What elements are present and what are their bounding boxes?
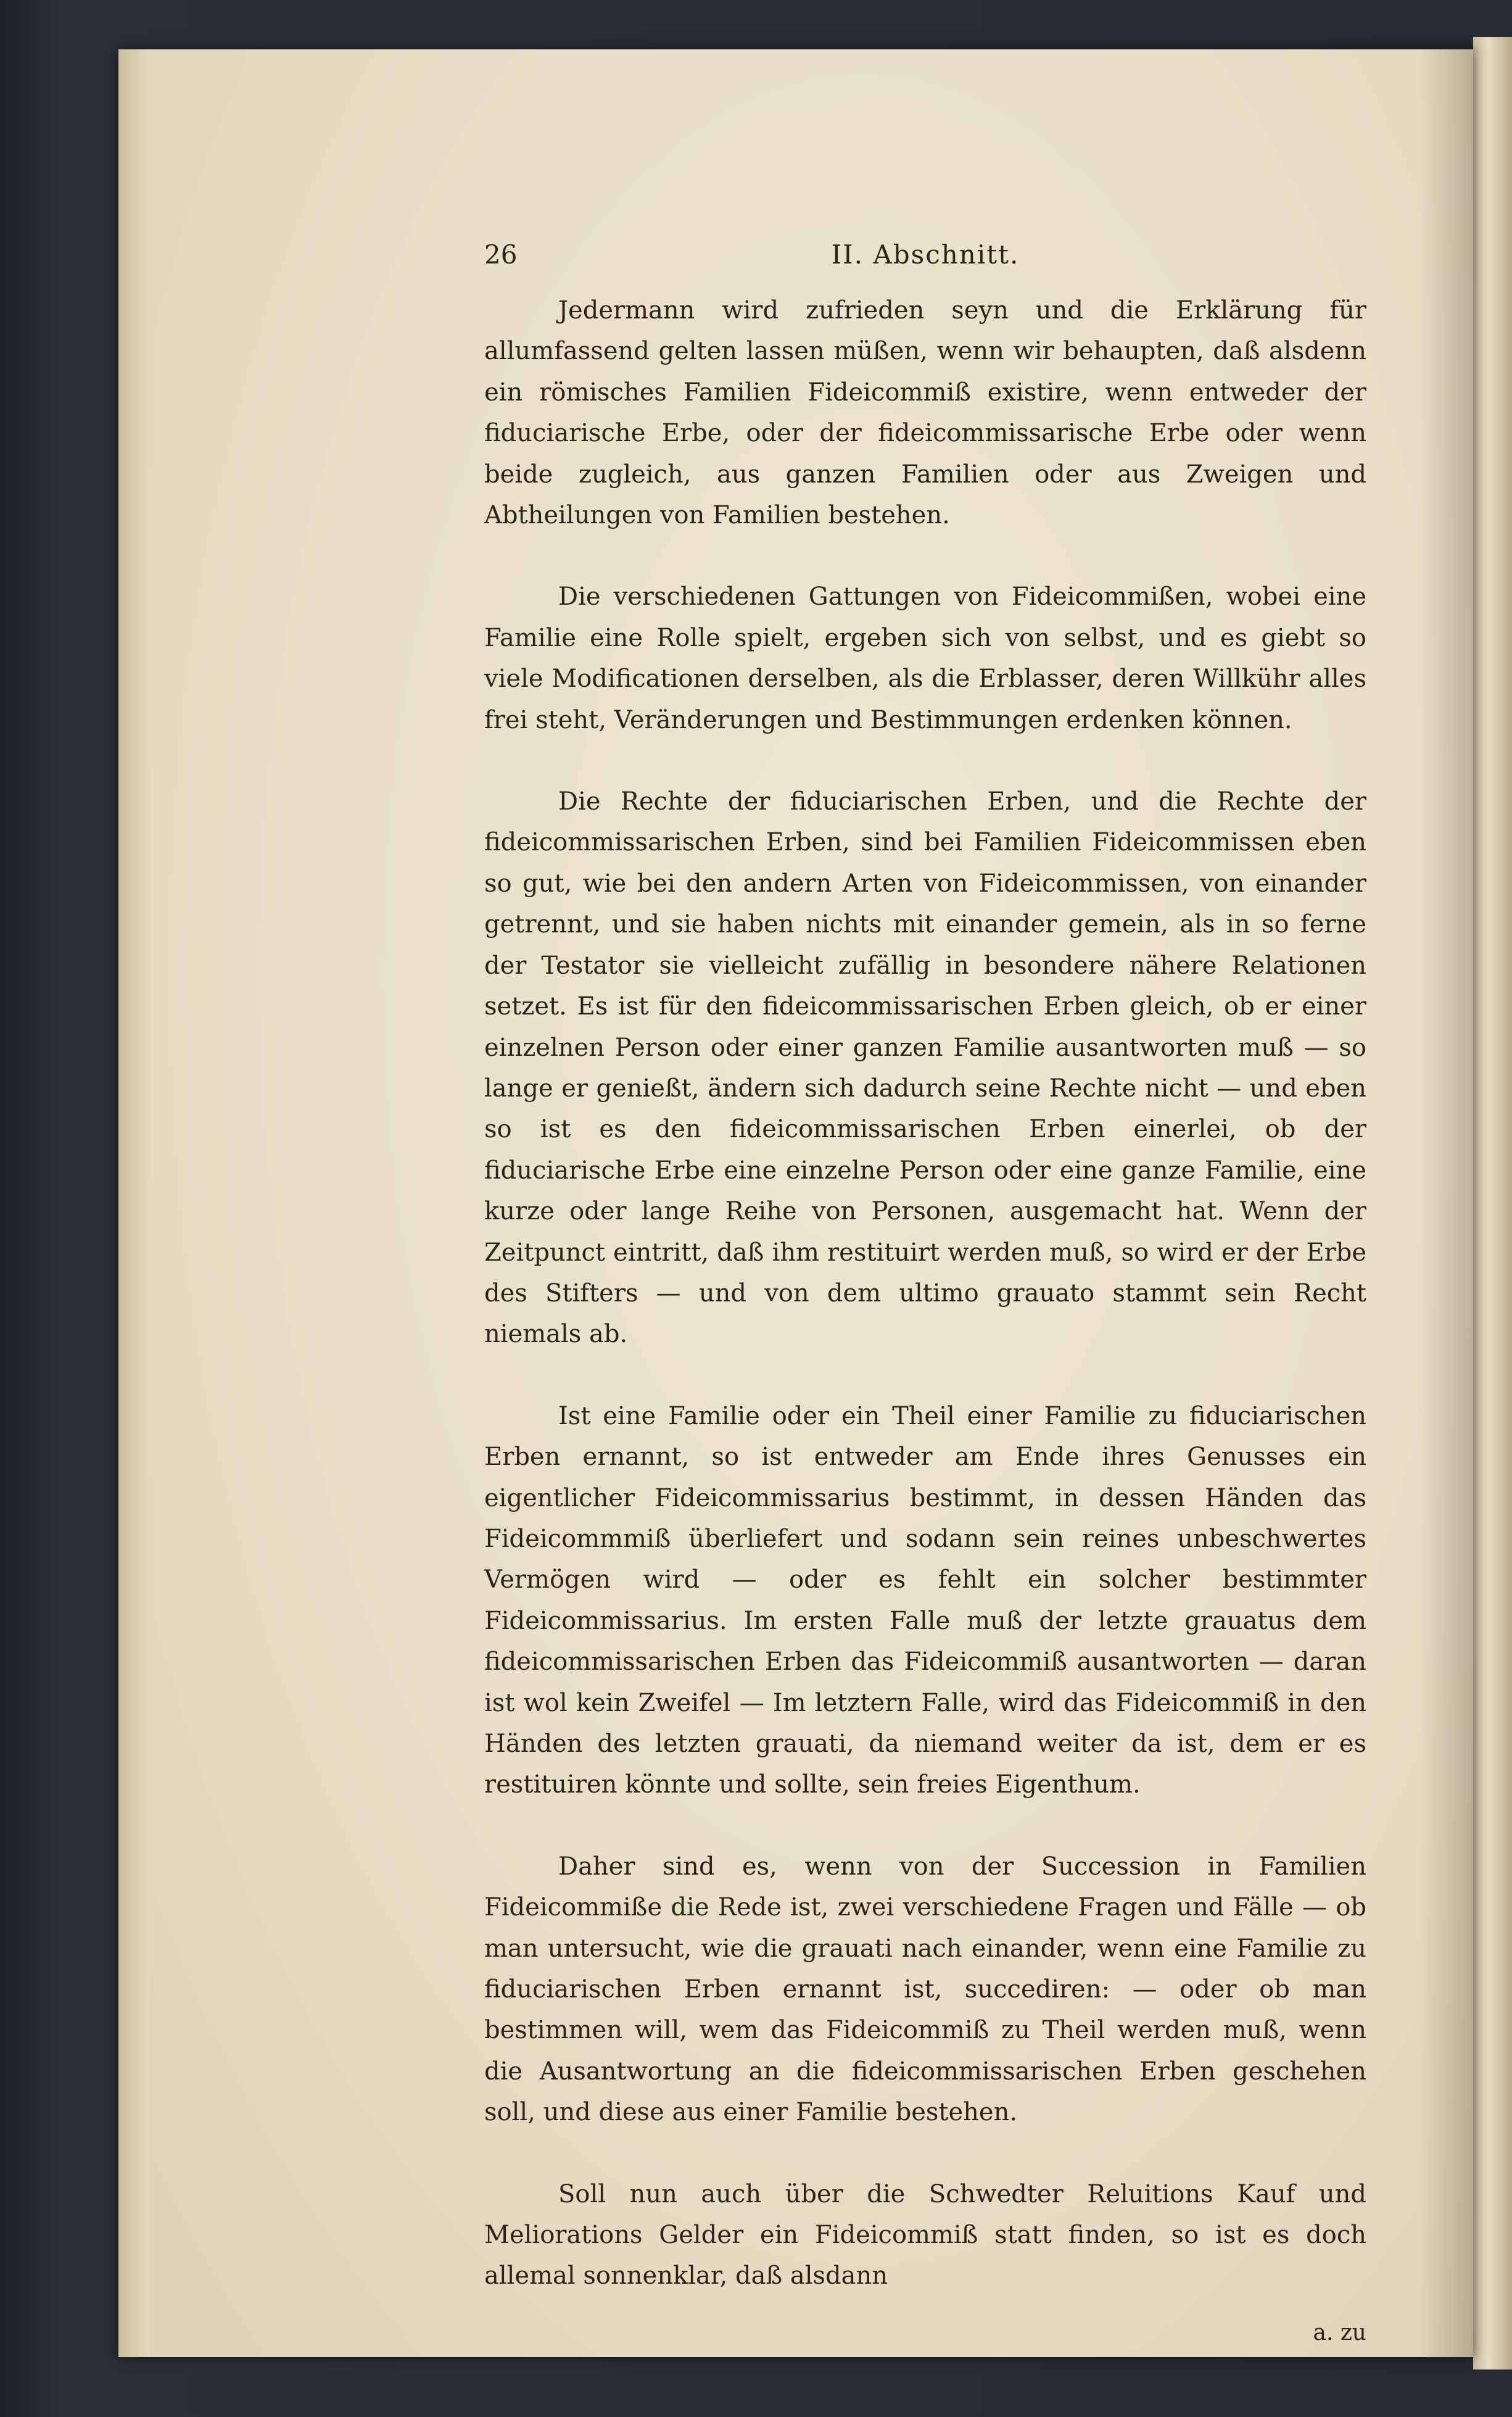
paragraph-5: Daher sind es, wenn von der Succession in Familien Fideicommiße die Rede ist, zwei verschiedene Fragen und Fälle — ob man untersucht, wie die grauati nach einander, wenn eine Familie zu fiduciarischen Erben ernannt ist, succediren: — oder ob man bestimmen will, wem das Fideicommiß zu Theil werden muß, wenn die Ausantwortung an die fideicommissarischen Erben geschehen soll, und diese aus einer Familie bestehen.	[484, 1852, 1366, 2127]
paragraph-6: Soll nun auch über die Schwedter Reluitions Kauf und Meliorations Gelder ein Fideicommiß statt finden, so ist es doch allemal sonnenklar, daß alsdann	[484, 2179, 1366, 2291]
paragraph-2: Die verschiedenen Gattungen von Fideicommißen, wobei eine Familie eine Rolle spielt, ergeben sich von selbst, und es giebt so viele Modificationen derselben, als die Erblasser, deren Willkühr alles frei steht, Veränderungen und Bestimmungen erdenken können.	[484, 582, 1366, 734]
next-pages-edge	[1473, 37, 1512, 2369]
page-left-edge	[118, 49, 149, 2357]
running-head: II. Abschnitt.	[831, 239, 1020, 270]
catchword: a. zu	[1313, 2320, 1366, 2345]
page-header	[484, 234, 1366, 278]
paragraph-1: Jedermann wird zufrieden seyn und die Erklärung für allumfassend gelten lassen müßen, wenn wir behaupten, daß alsdenn ein römisches Familien Fideicommiß existire, wenn entweder der fiduciarische Erbe, oder der fideicommissarische Erbe oder wenn beide zugleich, aus ganzen Familien oder aus Zweigen und Abtheilungen von Familien bestehen.	[484, 296, 1366, 530]
gutter-shadow	[1419, 49, 1473, 2357]
page-text-block	[484, 234, 1366, 2353]
paragraph-3: Die Rechte der fiduciarischen Erben, und die Rechte der fideicommissarischen Erben, sind bei Familien Fideicommissen eben so gut, wie bei den andern Arten von Fideicommissen, von einander getrennt, und sie haben nichts mit einander gemein, als in so ferne der Testator sie vielleicht zufällig in besondere nähere Relationen setzet. Es ist für den fideicommissarischen Erben gleich, ob er einer einzelnen Person oder einer ganzen Familie ausantworten muß — so lange er genießt, ändern sich dadurch seine Rechte nicht — und eben so ist es den fideicommissarischen Erben einerlei, ob der fiduciarische Erbe eine einzelne Person oder eine ganze Familie, eine kurze oder lange Reihe von Personen, ausgemacht hat. Wenn der Zeitpunct eintritt, daß ihm restituirt werden muß, so wird er der Erbe des Stifters — und von dem ultimo grauato stammt sein Recht niemals ab.	[484, 787, 1366, 1349]
paragraph-4: Ist eine Familie oder ein Theil einer Familie zu fiduciarischen Erben ernannt, so ist entweder am Ende ihres Genusses ein eigentlicher Fideicommissarius bestimmt, in dessen Händen das Fideicommmiß überliefert und sodann sein reines unbeschwertes Vermögen wird — oder es fehlt ein solcher bestimmter Fideicommissarius. Im ersten Falle muß der letzte grauatus dem fideicommissarischen Erben das Fideicommiß ausantworten — daran ist wol kein Zweifel — Im letztern Falle, wird das Fideicommiß in den Händen des letzten grauati, da niemand weiter da ist, dem er es restituiren könnte und sollte, sein freies Eigenthum.	[484, 1401, 1366, 1799]
page-number: 26	[484, 239, 518, 270]
